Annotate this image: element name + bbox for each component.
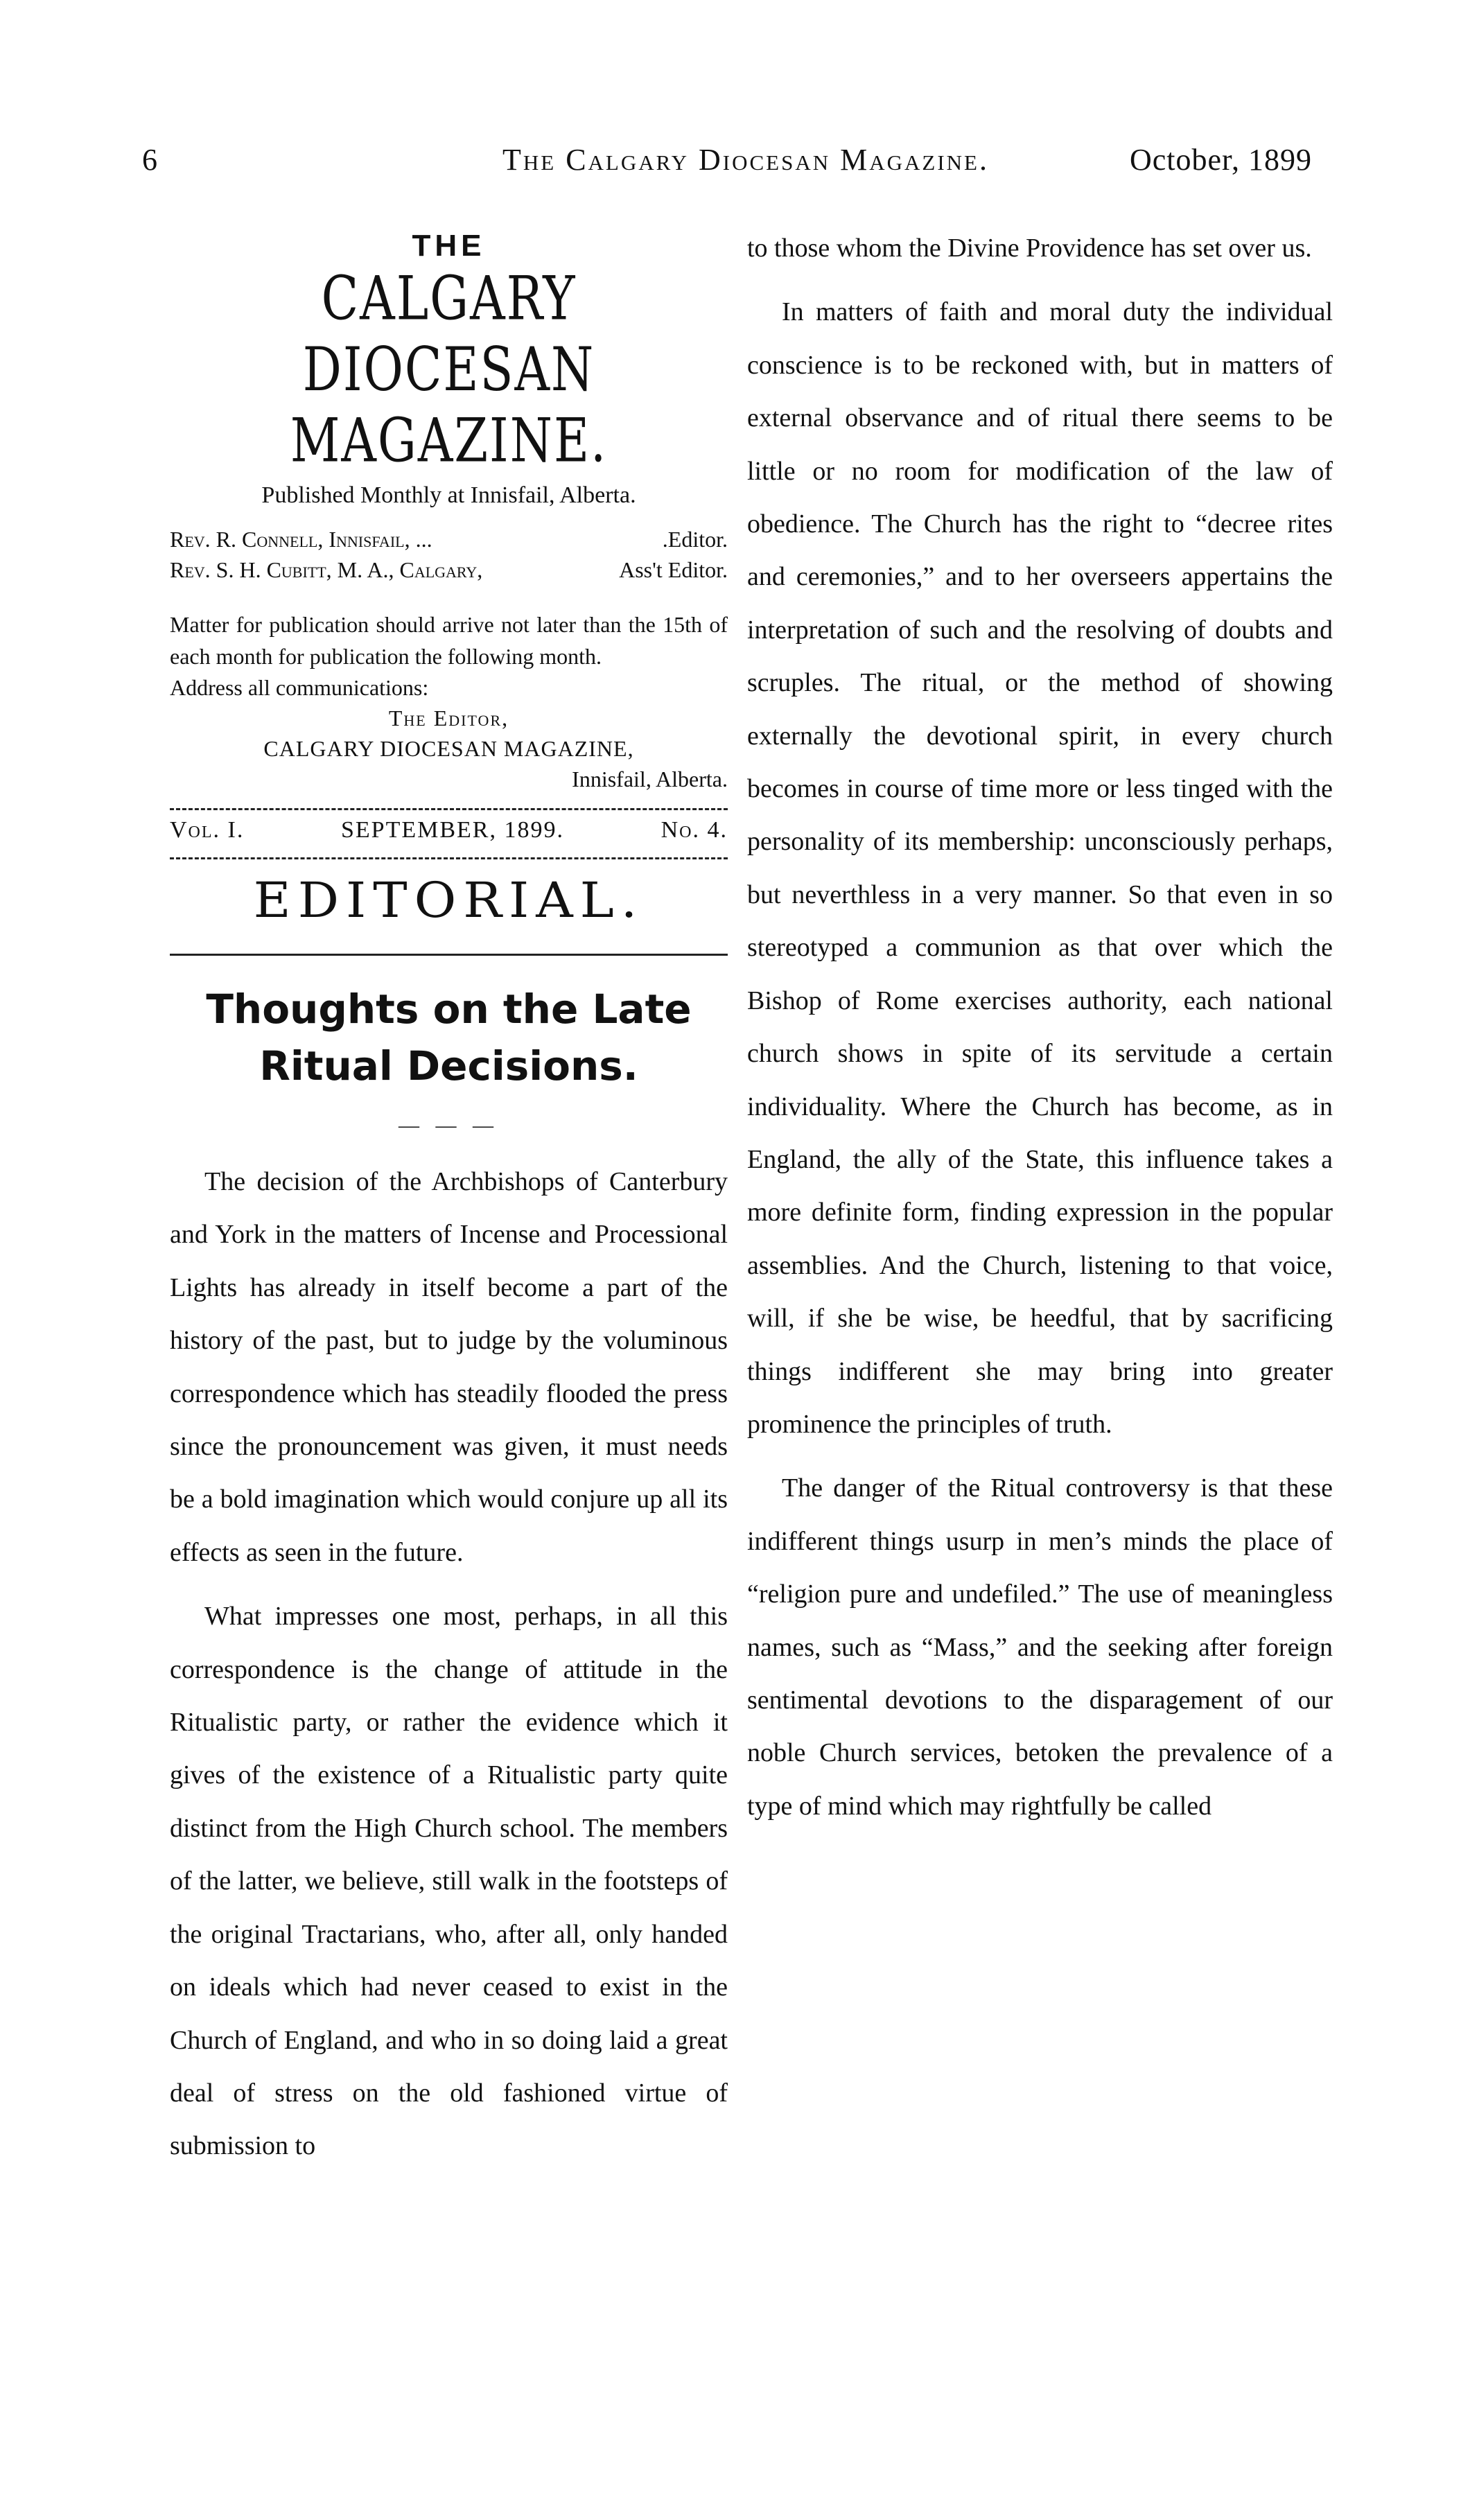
title-separator: — — — [399,1114,499,1137]
editorial-rule [170,954,728,956]
left-column [170,222,728,2173]
assistant-editor-line [170,554,728,585]
issue-month: October, 1899 [1130,143,1312,177]
assistant-editor-name: Rev. S. H. Cubitt, M. A., Calgary, [170,557,483,582]
masthead-title: CALGARY DIOCESAN MAGAZINE. [290,263,608,476]
right-column [747,222,1333,1832]
submission-notice: Matter for publication should arrive not later than the 15th of each month for publication the following month. [170,612,728,669]
address-line-1: Address all communications: [170,675,429,700]
page-number: 6 [142,143,158,177]
staff-list [170,524,728,585]
article-title-line-1: Thoughts on the Late [206,986,692,1033]
volume-line [170,817,728,843]
article-paragraph: In matters of faith and moral duty the individual conscience is to be reckoned with, but in matters of external observance and of ritual there seems to be little or no room for modification of the law of obedience. The Church has the right to “decree rites and ceremonies,” and to her overseers appertains the interpretation of such and the resolving of doubts and scruples. The ritual, or the method of showing externally the devotional spirit, in every church becomes in course of time more or less tinged with the personality of its membership: unconsciously perhaps, but neverthless in a very manner. So that even in so stereotyped a communion as that over which the Bishop of Rome exercises authority, each national church shows in spite of its servitude a certain individuality. Where the Church has become, as in England, the ally of the State, this influence takes a more definite form, finding expression in the popular assemblies. And the Church, listening to that voice, will, if she be wise, be heedful, that by sacrificing things indifferent she may bring into greater prominence the principles of truth. [747,297,1333,1439]
masthead-the: THE [412,229,486,263]
editor-name: Rev. R. Connell, Innisfail, ... [170,527,432,552]
article-paragraph: to those whom the Divine Providence has set over us. [747,234,1312,263]
issue-number: No. 4. [660,817,728,843]
address-line-3: CALGARY DIOCESAN MAGAZINE, [263,736,634,761]
article-title-line-2: Ritual Decisions. [259,1042,638,1090]
editorial-heading: EDITORIAL. [253,872,645,929]
article-paragraph: The danger of the Ritual controversy is that these indifferent things usurp in men’s minds the place of “religion pure and undefiled.” The use of meaningless names, such as “Mass,” and the seeking after foreign sentimental devotions to the disparagement of our noble Church services, betoken the prevalence of a type of mind which may rightfully be called [747,1473,1333,1821]
volume-label: Vol. I. [170,817,245,843]
address-block [170,672,728,794]
editor-role: .Editor. [662,527,728,552]
divider-bottom [170,857,728,859]
divider-top [170,808,728,810]
article-title [170,981,728,1094]
publication-note: Published Monthly at Innisfail, Alberta. [261,482,636,508]
address-line-2: The Editor, [388,706,509,730]
assistant-editor-role: Ass't Editor. [619,557,728,582]
editor-line [170,524,728,554]
issue-date: SEPTEMBER, 1899. [341,817,564,843]
article-paragraph: What impresses one most, perhaps, in all this correspondence is the change of attitude in the Ritualistic party, or rather the evidence which it gives of the existence of a Ritualistic party quite distinct from the High Church school. The members of the latter, we believe, still walk in the footsteps of the original Tractarians, who, after all, only handed on ideals which had never ceased to exist in the Church of England, and who in so doing laid a great deal of stress on the old fashioned virtue of submission to [170,1602,728,2161]
address-line-4: Innisfail, Alberta. [572,767,728,791]
running-title: The Calgary Diocesan Magazine. [502,143,989,177]
article-paragraph: The decision of the Archbishops of Canterbury and York in the matters of Incense and Processional Lights has already in itself become a part of the history of the past, but to judge by the voluminous correspondence which has steadily flooded the press since the pronouncement was given, it must needs be a bold imagination which would conjure up all its effects as seen in the future. [170,1167,728,1567]
